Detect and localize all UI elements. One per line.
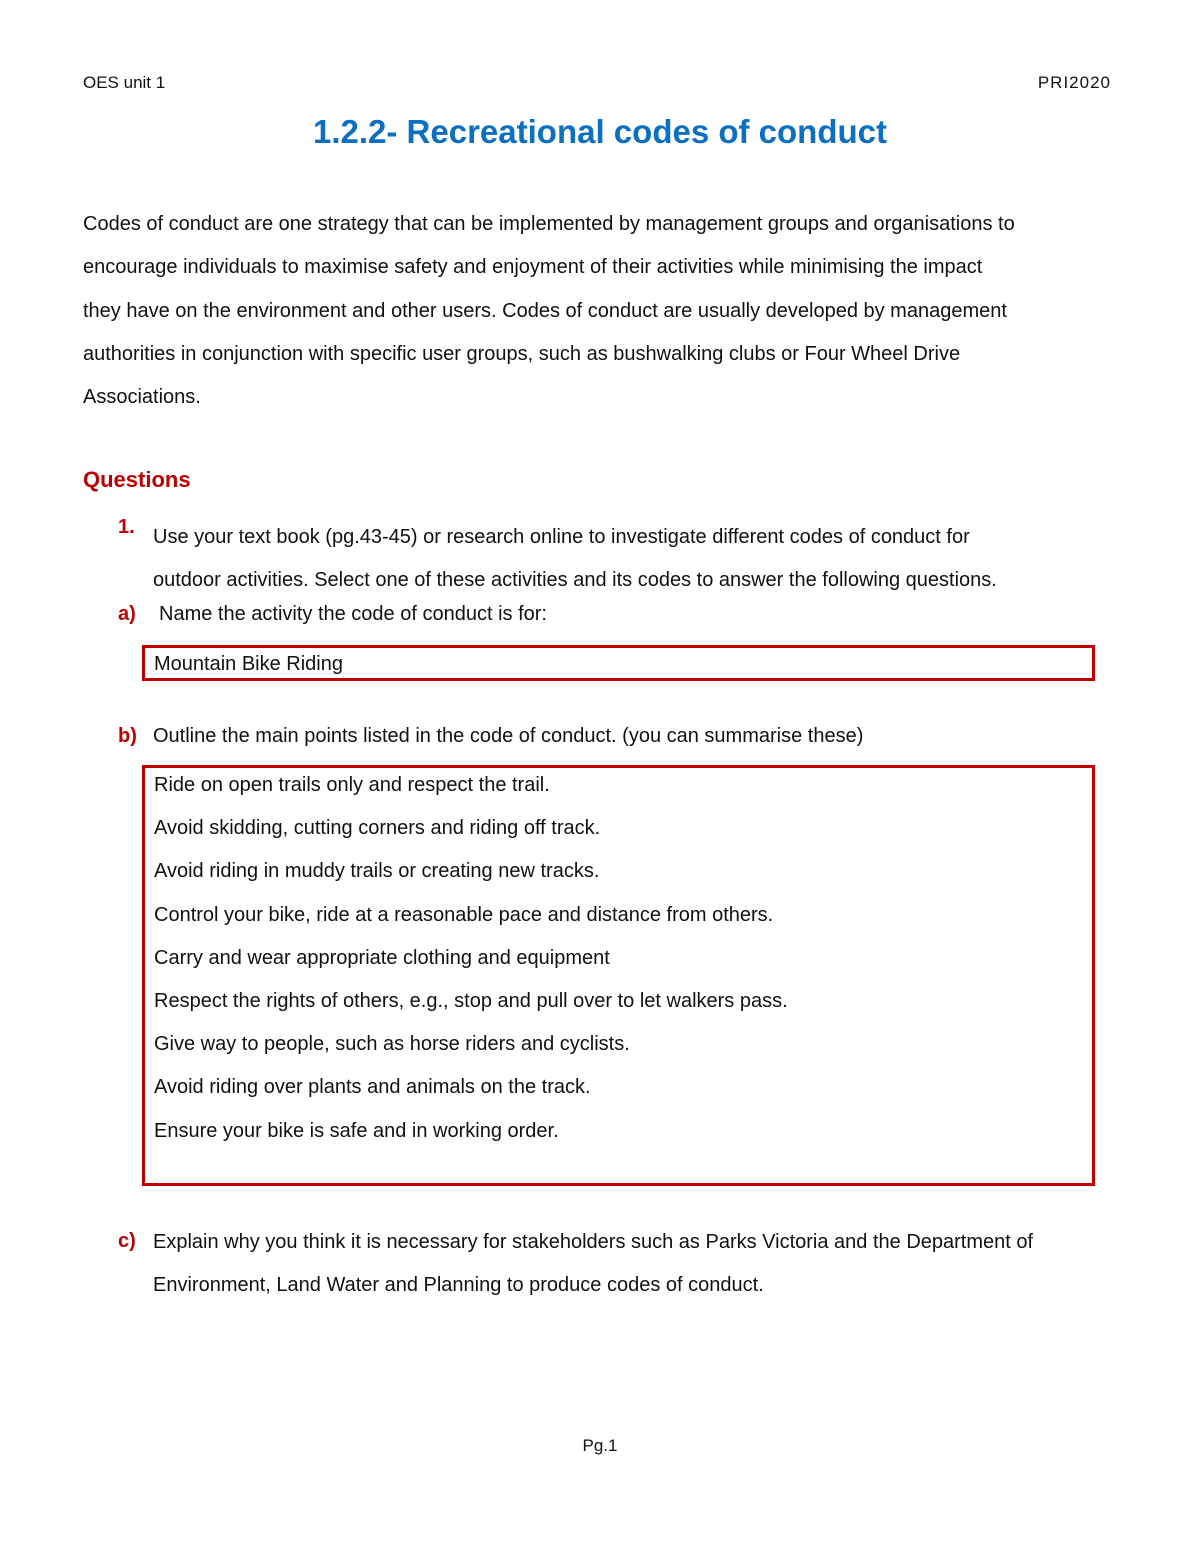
intro-line: authorities in conjunction with specific user groups, such as bushwalking clubs or Four Wheel Drive — [83, 342, 961, 365]
question-1-line: outdoor activities. Select one of these activities and its codes to answer the following questions. — [153, 569, 997, 591]
answer-a-box[interactable] — [142, 645, 1095, 681]
page-number: Pg.1 — [582, 1436, 618, 1455]
question-a-label: a) — [118, 603, 136, 625]
list-item: Ride on open trails only and respect the trail. — [154, 774, 550, 796]
question-c-line: Explain why you think it is necessary for stakeholders such as Parks Victoria and the Department of — [153, 1231, 1034, 1253]
page-title: 1.2.2- Recreational codes of conduct — [313, 113, 887, 150]
question-1-line: Use your text book (pg.43-45) or research online to investigate different codes of conduct for — [153, 526, 970, 548]
answer-b-list — [154, 773, 788, 1162]
header-unit: OES unit 1 — [83, 73, 166, 92]
list-item: Respect the rights of others, e.g., stop and pull over to let walkers pass. — [154, 989, 788, 1012]
questions-heading: Questions — [83, 467, 191, 492]
list-item: Avoid skidding, cutting corners and riding off track. — [154, 817, 601, 840]
question-c-text — [153, 1221, 1113, 1307]
question-1-text — [153, 516, 1113, 602]
intro-line: encourage individuals to maximise safety and enjoyment of their activities while minimising the impact — [83, 256, 983, 279]
question-a-text: Name the activity the code of conduct is for: — [159, 603, 547, 625]
answer-a-text: Mountain Bike Riding — [154, 653, 343, 675]
question-c-line: Environment, Land Water and Planning to produce codes of conduct. — [153, 1274, 764, 1296]
list-item: Avoid riding over plants and animals on the track. — [154, 1076, 591, 1099]
list-item: Control your bike, ride at a reasonable pace and distance from others. — [154, 903, 774, 926]
header-code: PRI2020 — [1037, 73, 1111, 92]
intro-line: Codes of conduct are one strategy that can be implemented by management groups and organisations to — [83, 213, 1015, 235]
question-c-label: c) — [118, 1230, 136, 1252]
intro-line: Associations. — [83, 386, 201, 409]
question-b-label: b) — [118, 725, 137, 747]
intro-line: they have on the environment and other users. Codes of conduct are usually developed by management — [83, 299, 1007, 322]
intro-paragraph — [83, 203, 1113, 419]
list-item: Ensure your bike is safe and in working order. — [154, 1119, 559, 1142]
answer-b-box[interactable] — [142, 765, 1095, 1186]
list-item: Carry and wear appropriate clothing and equipment — [154, 946, 610, 969]
list-item: Avoid riding in muddy trails or creating new tracks. — [154, 860, 600, 883]
question-1-number: 1. — [118, 516, 135, 538]
list-item: Give way to people, such as horse riders and cyclists. — [154, 1033, 630, 1056]
question-b-text: Outline the main points listed in the code of conduct. (you can summarise these) — [153, 725, 864, 747]
